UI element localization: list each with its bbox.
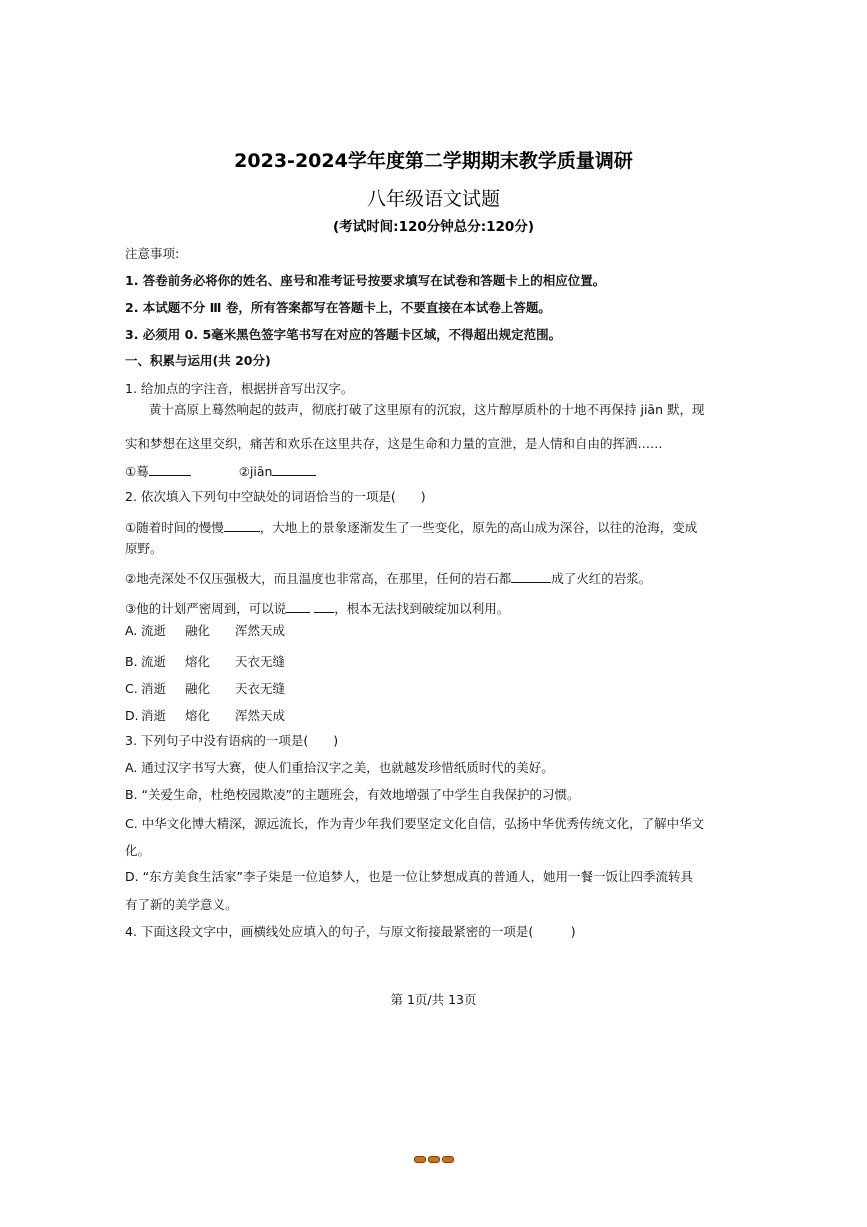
q4-stem: 4. 下面这段文字中，画横线处应填入的句子，与原文衔接最紧密的一项是( ) <box>125 924 576 939</box>
q2-s2-before: ②地壳深处不仅压强极大，而且温度也非常高，在那里，任何的岩石都 <box>125 571 512 586</box>
option-word: 熔化 <box>185 654 211 669</box>
exam-info: (考试时间:120分钟总分:120分) <box>333 219 534 235</box>
q1-blank-2-label: ②jiān <box>238 464 273 479</box>
option-letter: B. <box>125 654 138 669</box>
q2-s1-after: ，大地上的景象逐渐发生了一些变化，原先的高山成为深谷，以往的沧海，变成 <box>259 520 698 535</box>
q1-stem: 1. 给加点的字注音，根据拼音写出汉字。 <box>125 381 354 396</box>
option-word: 浑然天成 <box>235 623 286 638</box>
q2-sentence-1 <box>125 519 745 536</box>
q3-option-b: B. “关爱生命，杜绝校园欺凌”的主题班会，有效地增强了中学生自我保护的习惯。 <box>125 787 580 802</box>
option-word: 融化 <box>185 681 211 696</box>
q3-option-d-line-1: D. “东方美食生活家”李子柒是一位追梦人，也是一位让梦想成真的普通人，她用一餐一饭让四季流转具 <box>125 869 694 884</box>
option-word: 天衣无缝 <box>235 681 286 696</box>
q2-s1-before: ①随着时间的慢慢 <box>125 520 224 535</box>
notice-item-2: 2. 本试题不分 Ⅲ 卷，所有答案都写在答题卡上，不要直接在本试卷上答题。 <box>125 300 551 315</box>
q2-stem: 2. 依次填入下列句中空缺处的词语恰当的一项是( ) <box>125 489 426 504</box>
option-word: 熔化 <box>185 708 211 723</box>
q2-s3-after: ，根本无法找到破绽加以利用。 <box>334 601 510 616</box>
q1-blanks <box>125 463 745 480</box>
option-word: 融化 <box>185 623 211 638</box>
page-title: 2023-2024学年度第二学期期末教学质量调研 <box>234 150 633 172</box>
q1-passage-line-2: 实和梦想在这里交织，痛苦和欢乐在这里共存，这是生命和力量的宣泄，是人情和自由的挥洒…… <box>125 436 663 451</box>
section-heading: 一、积累与运用(共 20分) <box>125 353 271 368</box>
option-word: 浑然天成 <box>235 708 286 723</box>
option-word: 消逝 <box>141 708 167 723</box>
q2-sentence-1-cont: 原野。 <box>125 541 163 556</box>
q1-blank-1-label: ①蓦 <box>125 464 149 479</box>
q2-sentence-3 <box>125 600 745 617</box>
q2-option-a <box>125 623 745 639</box>
q3-option-a: A. 通过汉字书写大赛，使人们重拾汉字之美，也就越发珍惜纸质时代的美好。 <box>125 760 554 775</box>
q1-passage-line-1: 黄十高原上蓦然响起的鼓声，彻底打破了这里原有的沉寂，这片醇厚质朴的十地不再保持 jiān 默，现 <box>149 402 705 417</box>
q2-blank-2 <box>511 570 551 583</box>
q3-stem: 3. 下列句子中没有语病的一项是( ) <box>125 733 339 748</box>
option-letter: A. <box>125 623 138 638</box>
watermark-logo-icon <box>414 1155 454 1163</box>
q1-blank-2 <box>272 463 316 476</box>
q2-s3-before: ③他的计划严密周到，可以说 <box>125 601 287 616</box>
option-word: 流逝 <box>141 654 167 669</box>
notice-item-3: 3. 必须用 0. 5毫米黑色签字笔书写在对应的答题卡区域，不得超出规定范围。 <box>125 327 562 342</box>
q3-option-d-line-2: 有了新的美学意义。 <box>125 897 238 912</box>
q1-blank-1 <box>149 463 191 476</box>
q2-blank-3a <box>286 600 310 613</box>
page-number: 第 1页/共 13页 <box>390 992 477 1007</box>
notice-item-1: 1. 答卷前务必将你的姓名、座号和准考证号按要求填写在试卷和答题卡上的相应位置。 <box>125 273 606 288</box>
q2-option-c <box>125 681 745 697</box>
option-word: 消逝 <box>141 681 167 696</box>
option-letter: C. <box>125 681 138 696</box>
option-letter: D. <box>125 708 139 723</box>
q2-option-b <box>125 654 745 670</box>
q2-blank-1 <box>224 519 260 532</box>
option-word: 天衣无缝 <box>235 654 286 669</box>
q3-option-c-line-1: C. 中华文化博大精深，源远流长，作为青少年我们要坚定文化自信，弘扬中华优秀传统文化，了解中华文 <box>125 816 705 831</box>
notice-heading: 注意事项: <box>125 246 180 261</box>
option-word: 流逝 <box>141 623 167 638</box>
q2-option-d <box>125 708 745 724</box>
q2-s2-after: 成了火红的岩浆。 <box>551 571 652 586</box>
q3-option-c-line-2: 化。 <box>125 843 151 858</box>
q2-blank-3b <box>314 600 334 613</box>
page-subtitle: 八年级语文试题 <box>366 188 500 210</box>
q2-sentence-2 <box>125 570 745 587</box>
